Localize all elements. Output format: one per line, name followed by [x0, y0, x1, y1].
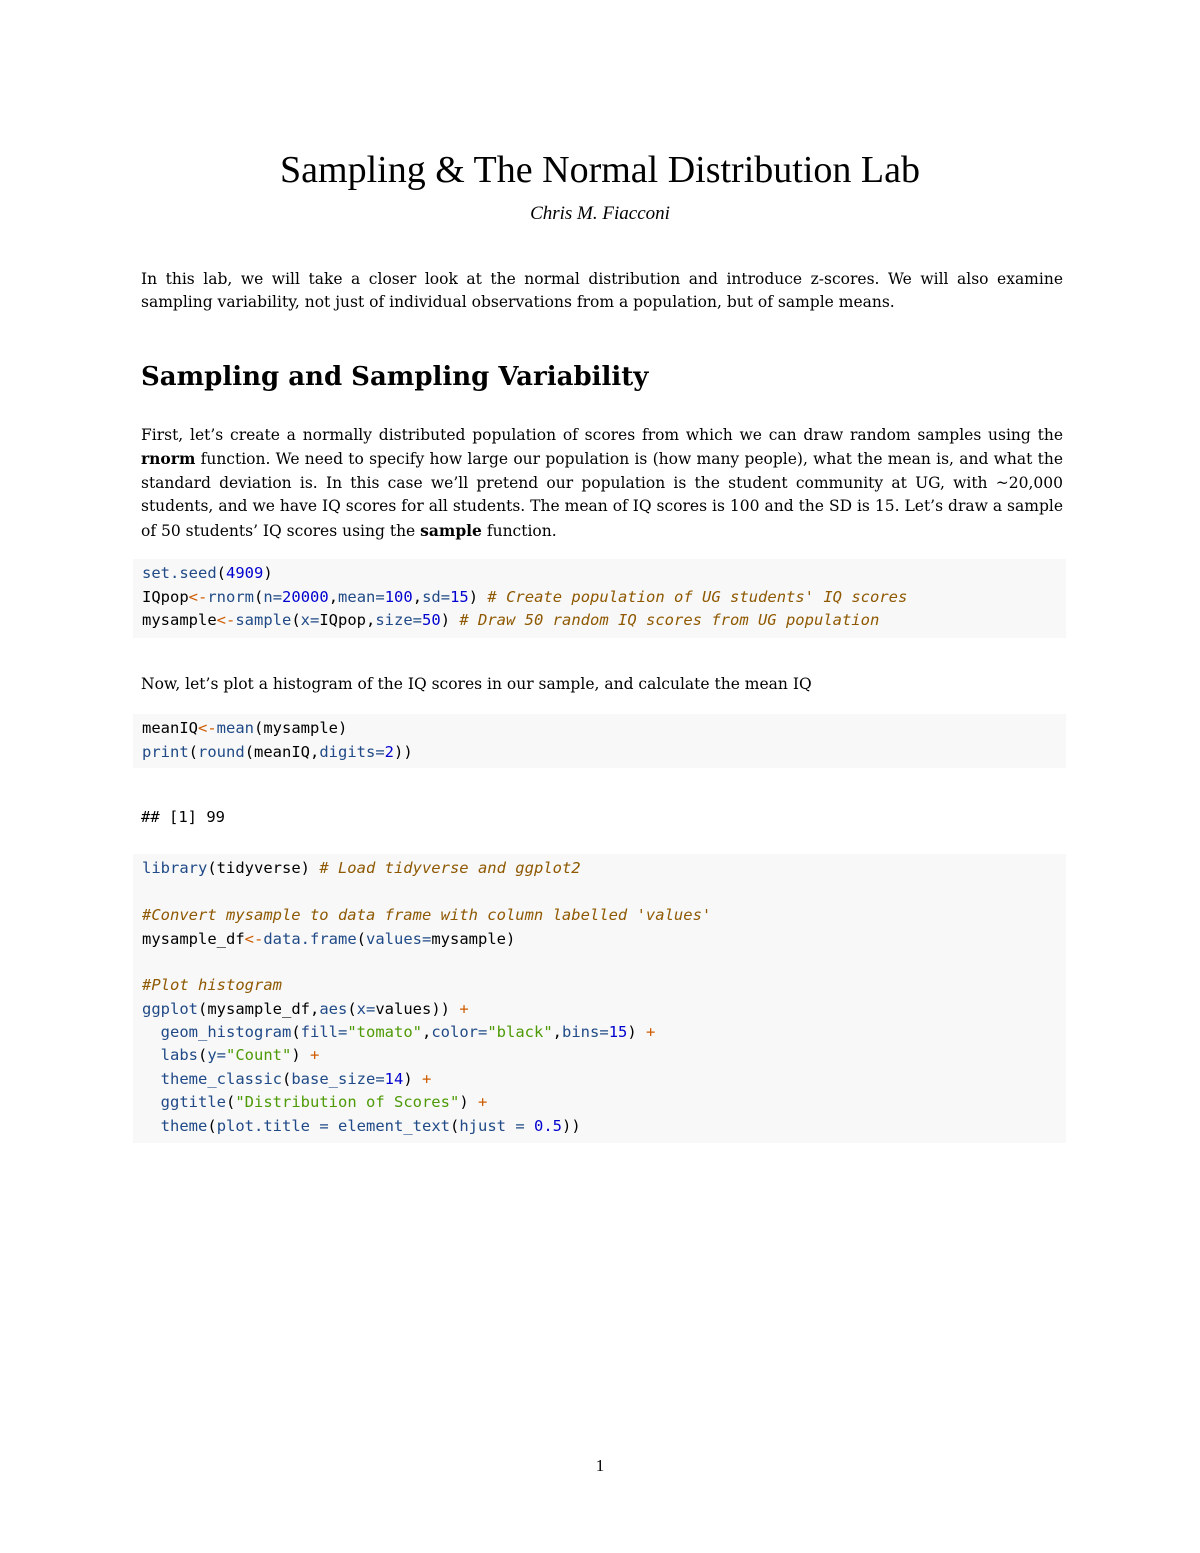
code-token: 2 [384, 743, 395, 761]
code-token: mean [216, 719, 254, 737]
code-token: labs [160, 1046, 198, 1064]
code-token: hjust = [459, 1117, 534, 1135]
code-token: ( [291, 1023, 301, 1041]
section-paragraph-1 [141, 424, 1063, 543]
code-token: ) [468, 588, 488, 606]
code-token: <- [188, 588, 208, 606]
code-token: element_text [338, 1117, 450, 1135]
code-token: ) [403, 1070, 423, 1088]
code-token: library [142, 859, 208, 877]
code-token: mysample_df [142, 930, 245, 948]
section-paragraph-2: Now, let’s plot a histogram of the IQ scores in our sample, and calculate the mean IQ [141, 675, 812, 693]
code-token: 4909 [226, 564, 264, 582]
code-token [142, 1046, 161, 1064]
code-token: + [646, 1023, 656, 1041]
code-token: theme [160, 1117, 208, 1135]
code-token: mean= [338, 588, 385, 606]
code-token: sd= [422, 588, 451, 606]
code-token: n= [263, 588, 283, 606]
code-token: plot.title = [216, 1117, 339, 1135]
code-token: <- [244, 930, 264, 948]
code-token: <- [198, 719, 217, 737]
code-token: ( [216, 564, 226, 582]
code-line [142, 857, 581, 880]
code-token: + [477, 1093, 488, 1111]
code-token: ) [627, 1023, 647, 1041]
code-token: mysample) [431, 930, 516, 948]
code-token: "black" [487, 1023, 553, 1041]
code-token: , [422, 1023, 432, 1041]
code-line [142, 974, 282, 997]
code-token: theme_classic [160, 1070, 282, 1088]
code-token: + [459, 1000, 469, 1018]
code-line [142, 1091, 487, 1114]
code-token: 50 [422, 611, 441, 629]
code-token: (mysample_df, [198, 1000, 320, 1018]
code-token: (meanIQ, [244, 743, 320, 761]
code-line [142, 904, 711, 927]
code-comment: # Load tidyverse and ggplot2 [319, 859, 581, 877]
code-token: rnorm [207, 588, 255, 606]
code-token: values= [366, 930, 432, 948]
code-token: ( [356, 930, 366, 948]
code-output: ## [1] 99 [141, 808, 225, 826]
code-line [142, 717, 347, 740]
code-token: )) [562, 1117, 581, 1135]
code-line [142, 586, 907, 609]
code-token: <- [216, 611, 236, 629]
code-token: bins= [562, 1023, 609, 1041]
code-token: print [142, 743, 189, 761]
text-run: function. We need to specify how large our population is (how many people), what the mean is, and what the standard deviation is. In this case we’ll pretend our population is the student community at UG, with ~20,000 students, and we have IQ scores for all students. The mean of IQ scores is 100 and the SD is 15. Let’s draw a sample of 50 students’ IQ scores using the [141, 450, 1063, 540]
code-token: 100 [384, 588, 413, 606]
code-block-setup [133, 559, 1066, 638]
code-token: "Distribution of Scores" [235, 1093, 460, 1111]
code-token: (mysample) [254, 719, 348, 737]
code-token: y= [207, 1046, 227, 1064]
code-token: meanIQ [142, 719, 198, 737]
code-token: mysample [142, 611, 217, 629]
code-token: , [552, 1023, 563, 1041]
code-token: IQpop [142, 588, 189, 606]
code-line [142, 609, 879, 632]
code-token: ) [459, 1093, 478, 1111]
code-token: ( [198, 1046, 208, 1064]
code-token: geom_histogram [160, 1023, 292, 1041]
code-token: 14 [384, 1070, 404, 1088]
code-comment: #Convert mysample to data frame with column labelled 'values' [142, 906, 712, 924]
code-token: 20000 [282, 588, 329, 606]
code-token: ) [440, 611, 460, 629]
code-token: values)) [375, 1000, 460, 1018]
code-token: 0.5 [534, 1117, 562, 1135]
code-token: + [310, 1046, 320, 1064]
author: Chris M. Fiacconi [530, 203, 670, 224]
code-token: )) [394, 743, 413, 761]
code-token: ( [226, 1093, 236, 1111]
code-token: IQpop, [319, 611, 376, 629]
code-token: ) [291, 1046, 311, 1064]
code-token: fill= [300, 1023, 348, 1041]
code-token: , [328, 588, 339, 606]
text-run: First, let’s create a normally distributed population of scores from which we can draw random samples using the [141, 426, 1063, 444]
code-token: sample [235, 611, 292, 629]
code-token: 15 [450, 588, 469, 606]
code-line [142, 562, 273, 585]
code-token: ( [207, 1117, 217, 1135]
code-token: size= [375, 611, 423, 629]
code-token: 15 [608, 1023, 628, 1041]
code-line [142, 1044, 319, 1067]
code-token: ( [450, 1117, 460, 1135]
code-token: , [412, 588, 423, 606]
code-token: data.frame [263, 930, 357, 948]
code-token: round [198, 743, 245, 761]
code-token [142, 1117, 161, 1135]
code-token: ggtitle [160, 1093, 226, 1111]
code-line [142, 1115, 581, 1138]
code-token: "tomato" [347, 1023, 422, 1041]
code-line [142, 1021, 655, 1044]
code-block-mean [133, 714, 1066, 768]
sample-inline-code: sample [420, 520, 482, 540]
code-token: x= [300, 611, 320, 629]
code-token [142, 1070, 161, 1088]
code-comment: #Plot histogram [142, 976, 282, 994]
code-token: ) [263, 564, 273, 582]
code-token: ( [188, 743, 199, 761]
code-line [142, 1068, 431, 1091]
code-line [142, 998, 469, 1021]
section-heading: Sampling and Sampling Variability [141, 362, 649, 392]
code-comment: # Create population of UG students' IQ scores [487, 588, 908, 606]
code-token [142, 1023, 161, 1041]
code-token: color= [431, 1023, 488, 1041]
code-line [142, 741, 413, 764]
code-token: ggplot [142, 1000, 198, 1018]
code-token: (tidyverse) [207, 859, 320, 877]
code-token: digits= [319, 743, 385, 761]
code-block-histogram [133, 854, 1066, 1143]
code-token: + [422, 1070, 432, 1088]
code-token: set.seed [142, 564, 217, 582]
page-title: Sampling & The Normal Distribution Lab [280, 149, 920, 191]
rnorm-inline-code: rnorm [141, 449, 196, 469]
code-token: ( [291, 611, 301, 629]
code-token: base_size= [291, 1070, 385, 1088]
code-token: "Count" [226, 1046, 292, 1064]
page-number: 1 [595, 1456, 605, 1475]
intro-paragraph: In this lab, we will take a closer look at the normal distribution and introduce z-scores. We will also examine sampling variability, not just of individual observations from a population, but of sample means. [141, 270, 1063, 312]
code-token: aes [319, 1000, 348, 1018]
code-token [142, 1093, 161, 1111]
code-token: x= [356, 1000, 376, 1018]
code-line [142, 928, 515, 951]
code-comment: # Draw 50 random IQ scores from UG population [459, 611, 880, 629]
text-run: function. [481, 521, 557, 540]
code-token: ( [347, 1000, 357, 1018]
code-token: ( [282, 1070, 292, 1088]
code-token: ( [254, 588, 264, 606]
